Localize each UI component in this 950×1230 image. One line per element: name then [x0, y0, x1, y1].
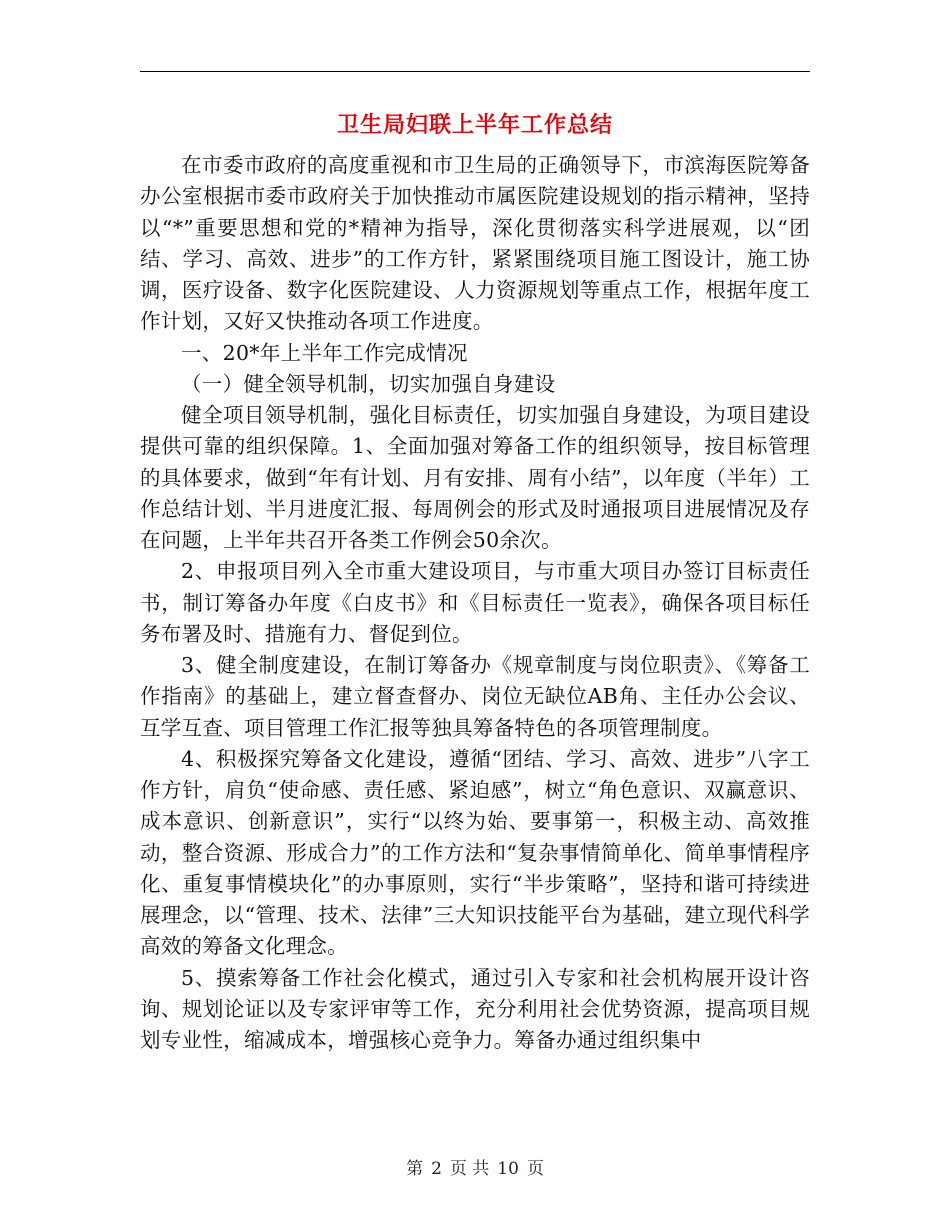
paragraph-item-5: 5、摸索筹备工作社会化模式，通过引入专家和社会机构展开设计咨询、规划论证以及专家评审等工作，充分利用社会优势资源，提高项目规划专业性，缩减成本，增强核心竞争力。筹备办通过组织集中	[140, 965, 810, 1052]
paragraph-item-1: 健全项目领导机制，强化目标责任，切实加强自身建设，为项目建设提供可靠的组织保障。1、全面加强对筹备工作的组织领导，按目标管理的具体要求，做到“年有计划、月有安排、周有小结”，以年度（半年）工作总结计划、半月进度汇报、每周例会的形式及时通报项目进展情况及存在问题，上半年共召开各类工作例会50余次。	[140, 403, 810, 552]
footer-suffix: 页	[526, 1159, 544, 1179]
document-title: 卫生局妇联上半年工作总结	[336, 113, 613, 138]
subsection-heading-1: （一）健全领导机制，切实加强自身建设	[181, 371, 556, 396]
document-body	[140, 150, 810, 1056]
paragraph-item-2: 2、申报项目列入全市重大建设项目，与市重大项目办签订目标责任书，制订筹备办年度《白皮书》和《目标责任一览表》，确保各项目标任务布署及时、措施有力、督促到位。	[140, 559, 810, 646]
page-footer	[0, 1154, 950, 1179]
paragraph-item-3: 3、健全制度建设，在制订筹备办《规章制度与岗位职责》、《筹备工作指南》的基础上，建立督查督办、岗位无缺位AB角、主任办公会议、互学互查、项目管理工作汇报等独具筹备特色的各项管理制度。	[140, 653, 810, 740]
section-heading-1: 一、20*年上半年工作完成情况	[181, 340, 468, 365]
header-rule	[140, 71, 810, 72]
footer-middle: 页 共	[449, 1159, 490, 1179]
footer-prefix: 第	[406, 1159, 424, 1179]
footer-total-pages: 10	[497, 1159, 519, 1179]
paragraph-item-4: 4、积极探究筹备文化建设，遵循“团结、学习、高效、进步”八字工作方针，肩负“使命感、责任感、紧迫感”，树立“角色意识、双赢意识、成本意识、创新意识”，实行“以终为始、要事第一，积极主动、高效推动，整合资源、形成合力”的工作方法和“复杂事情简单化、简单事情程序化、重复事情模块化”的办事原则，实行“半步策略”，坚持和谐可持续进展理念，以“管理、技术、法律”三大知识技能平台为基础，建立现代科学高效的筹备文化理念。	[140, 746, 810, 959]
footer-page-number: 2	[431, 1159, 442, 1179]
intro-paragraph: 在市委市政府的高度重视和市卫生局的正确领导下，市滨海医院筹备办公室根据市委市政府关于加快推动市属医院建设规划的指示精神，坚持以“*”重要思想和党的*精神为指导，深化贯彻落实科学进展观，以“团结、学习、高效、进步”的工作方针，紧紧围绕项目施工图设计，施工协调，医疗设备、数字化医院建设、人力资源规划等重点工作，根据年度工作计划，又好又快推动各项工作进度。	[140, 153, 810, 334]
